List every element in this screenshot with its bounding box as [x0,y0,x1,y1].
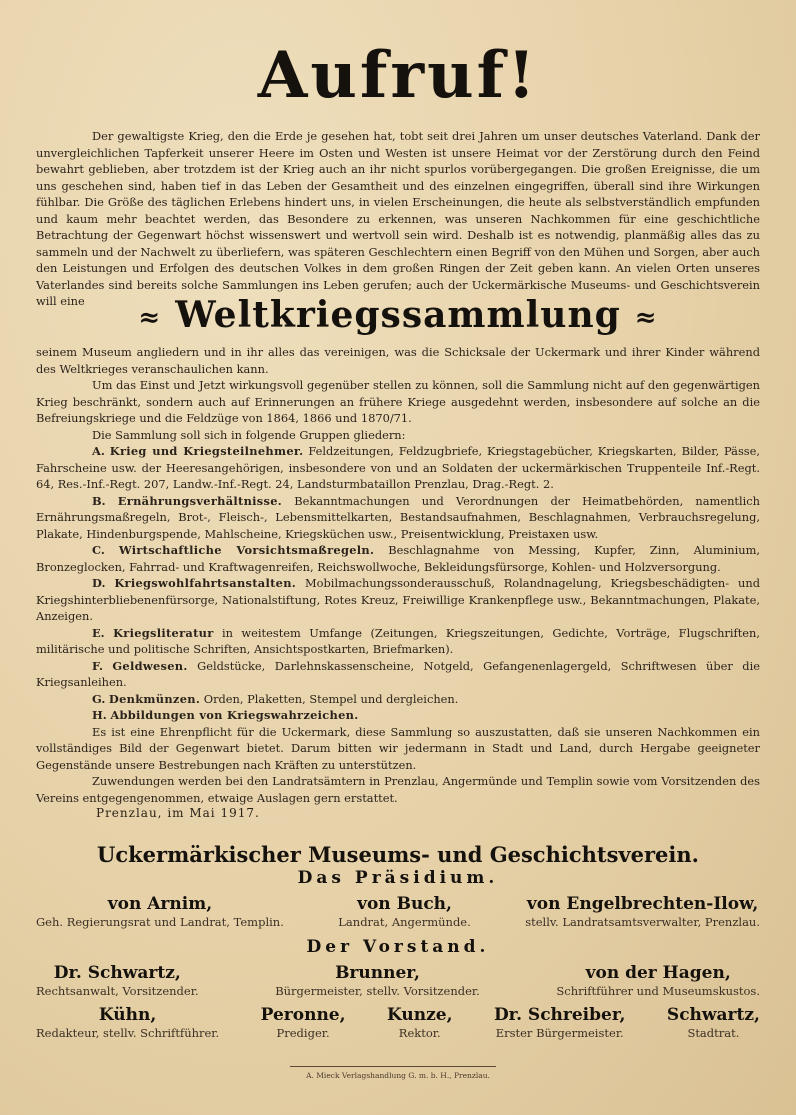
group-f: F. Geldwesen. Geldstücke, Darlehnskassenscheine, Notgeld, Gefangenenlagergeld, Schriftwesen über die Kriegsanleihen. [36,658,760,689]
board-member: Dr. Schwartz, Rechtsanwalt, Vorsitzender. [36,963,199,998]
board-row-1 [36,962,760,999]
footer-divider [290,1066,496,1067]
flourish-right-icon: ≈ [634,303,658,333]
group-d: D. Kriegswohlfahrtsanstalten. Mobilmachungssonderausschuß, Rolandnagelung, Kriegsbeschädigten- und Kriegshinterbliebenenfürsorge, Nationalstiftung, Rotes Kreuz, Freiwillige Krankenpflege usw., Bekanntmachungen, Plakate, Anzeigen. [36,576,760,623]
poster-title: Aufruf! [257,38,539,113]
presidium-member: von Engelbrechten-Ilow, stellv. Landratsamtsverwalter, Prenzlau. [525,894,760,929]
board-member: Dr. Schreiber, Erster Bürgermeister. [493,1005,626,1040]
board-member: Peronne, Prediger. [260,1005,346,1040]
intro-paragraph: Der gewaltigste Krieg, den die Erde je gesehen hat, tobt seit drei Jahren um unser deutsches Vaterland. Dank der unvergleichlichen Tapferkeit unserer Heere im Osten und Westen ist unsere Heimat vor der Zerstörung durch den Feind bewahrt geblieben, aber trotzdem ist der Krieg auch an ihr nicht spurlos vorübergegangen. Die großen Ereignisse, die um uns geschehen sind, haben tief in das Leben der Gesamtheit und des einzelnen eingegriffen, überall sind ihre Wirkungen fühlbar. Die Größe des täglichen Erlebens hindert uns, in vielen Erscheinungen, die heute als selbstverständlich empfunden und kaum mehr beachtet werden, das Besondere zu erkennen, was unseren Nachkommen für eine geschichtliche Betrachtung der Gegenwart höchst wissenswert und wertvoll sein wird. Deshalb ist es notwendig, planmäßig alles das zu sammeln und der Nachwelt zu überliefern, was späteren Geschlechtern einen Begriff von den Mühen und Sorgen, aber auch den Leistungen und Erfolgen des deutschen Volkes in dem großen Ringen der Zeit geben kann. An vielen Orten unseres Vaterlandes sind bereits solche Sammlungen ins Leben gerufen; auch der Uckermärkische Museums- und Geschichtsverein will eine [36,129,760,308]
paragraph-scope: Um das Einst und Jetzt wirkungsvoll gegenüber stellen zu können, soll die Sammlung nicht auf den gegenwärtigen Krieg beschränkt, sondern auch auf Erinnerungen an frühere Kriege ausgedehnt werden, insbesondere auf solche an die Befreiungskriege und die Feldzüge von 1864, 1866 und 1870/71. [36,378,760,425]
paragraph-groups-intro: Die Sammlung soll sich in folgende Gruppen gliedern: [92,427,406,442]
board-member: von der Hagen, Schriftführer und Museumskustos. [556,963,760,998]
intro-section [36,128,760,310]
group-c: C. Wirtschaftliche Vorsichtsmaßregeln. Beschlagnahme von Messing, Kupfer, Zinn, Aluminium, Bronzeglocken, Fahrrad- und Kraftwagenreifen, Reichswollwoche, Bekleidungsfürsorge, Kohlen- und Holzversorgung. [36,543,761,574]
body-section [36,344,760,806]
paragraph-donations: Zuwendungen werden bei den Landratsämtern in Prenzlau, Angermünde und Templin sowie vom Vorsitzenden des Vereins entgegengenommen, etwaige Auslagen gern erstattet. [36,774,760,805]
place-date: Prenzlau, im Mai 1917. [96,806,260,820]
society-name: Uckermärkischer Museums- und Geschichtsverein. [97,842,699,867]
board-title: Der Vorstand. [306,937,490,957]
flourish-left-icon: ≈ [138,303,162,333]
presidium-title: Das Präsidium. [297,868,499,888]
banner-text: Weltkriegssammlung [175,294,621,336]
group-b: B. Ernährungsverhältnisse. Bekanntmachungen und Verordnungen der Heimatbehörden, namentlich Ernährungsmaßregeln, Brot-, Fleisch-, Lebensmittelkarten, Bestandsaufnahmen, Beschlagnahmen, Verbrauchsregelung, Plakate, Hindenburgspende, Mahlscheine, Kriegsküchen usw., Preisentwicklung, Preistaxen usw. [36,493,761,541]
board-member: Brunner, Bürgermeister, stellv. Vorsitzender. [275,963,480,998]
paragraph-honor: Es ist eine Ehrenpflicht für die Uckermark, diese Sammlung so auszustatten, daß sie unseren Nachkommen ein vollständiges Bild der Gegenwart bietet. Darum bitten wir jedermann in Stadt und Land, durch Hergabe geeigneter Gegenstände unsere Bestrebungen nach Kräften zu unterstützen. [36,724,760,772]
board-member: Schwartz, Stadtrat. [666,1005,760,1040]
collection-banner [0,294,796,336]
board-member: Kühn, Redakteur, stellv. Schriftführer. [36,1005,220,1040]
presidium-member: von Arnim, Geh. Regierungsrat und Landrat, Templin. [36,894,284,929]
board-row-2 [36,1004,760,1041]
group-h: H. Abbildungen von Kriegswahrzeichen. [92,708,359,722]
paragraph-museum: seinem Museum angliedern und in ihr alles das vereinigen, was die Schicksale der Uckermark und ihrer Kinder während des Weltkrieges veranschaulichen kann. [36,345,760,376]
printer-imprint: A. Mieck Verlagshandlung G. m. b. H., Prenzlau. [306,1071,490,1080]
presidium-row [36,893,760,930]
group-e: E. Kriegsliteratur in weitestem Umfange (Zeitungen, Kriegszeitungen, Gedichte, Vorträge, Flugschriften, militärische und politische Schriften, Ansichtspostkarten, Briefmarken). [36,625,760,656]
group-g: G. Denkmünzen. Orden, Plaketten, Stempel und dergleichen. [92,691,459,706]
presidium-member: von Buch, Landrat, Angermünde. [338,894,471,929]
group-a: A. Krieg und Kriegsteilnehmer. Feldzeitungen, Feldzugbriefe, Kriegstagebücher, Kriegskarten, Bilder, Pässe, Fahrscheine usw. der Heeresangehörigen, insbesondere von und an Soldaten der uckermärkischen Truppenteile Inf.-Regt. 64, Res.-Inf.-Regt. 207, Landw.-Inf.-Regt. 24, Landsturmbataillon Prenzlau, Drag.-Regt. 2. [36,444,760,491]
board-member: Kunze, Rektor. [386,1005,453,1040]
